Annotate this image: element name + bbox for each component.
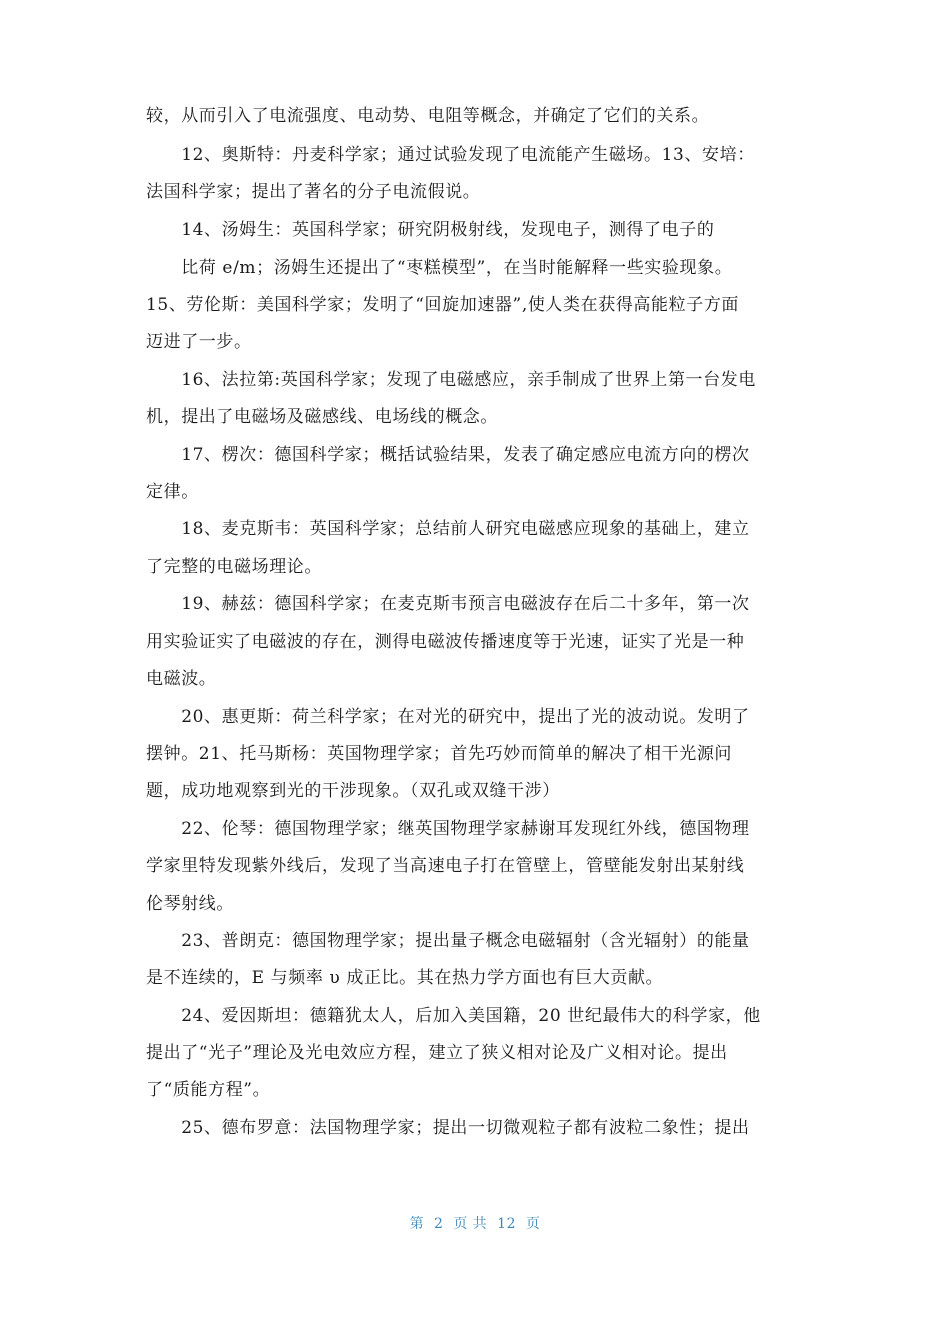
text-line: 14、汤姆生：英国科学家；研究阴极射线，发现电子，测得了电子的	[146, 220, 715, 240]
text-line: 了“质能方程”。	[146, 1080, 271, 1100]
text-line: 12、奥斯特：丹麦科学家；通过试验发现了电流能产生磁场。13、安培：	[146, 145, 755, 165]
text-line: 19、赫兹：德国科学家；在麦克斯韦预言电磁波存在后二十多年，第一次	[146, 594, 750, 614]
text-line: 17、楞次：德国科学家；概括试验结果，发表了确定感应电流方向的楞次	[146, 445, 750, 465]
text-line: 25、德布罗意：法国物理学家；提出一切微观粒子都有波粒二象性；提出	[146, 1118, 750, 1138]
text-line: 电磁波。	[146, 669, 217, 689]
text-line: 15、劳伦斯：美国科学家；发明了“回旋加速器”,使人类在获得高能粒子方面	[146, 295, 740, 315]
text-line: 22、伦琴：德国物理学家；继英国物理学家赫谢耳发现红外线，德国物理	[146, 819, 750, 839]
page-number-footer: 第 2 页 共 12 页	[409, 1216, 541, 1232]
text-line: 了完整的电磁场理论。	[146, 557, 322, 577]
text-line: 23、普朗克：德国物理学家；提出量子概念电磁辐射（含光辐射）的能量	[146, 931, 750, 951]
text-line: 20、惠更斯：荷兰科学家；在对光的研究中，提出了光的波动说。发明了	[146, 707, 750, 727]
text-line: 16、法拉第:英国科学家；发现了电磁感应，亲手制成了世界上第一台发电	[146, 370, 756, 390]
text-line: 比荷 e/m；汤姆生还提出了“枣糕模型”，在当时能解释一些实验现象。	[146, 258, 733, 278]
text-line: 是不连续的，E 与频率 υ 成正比。其在热力学方面也有巨大贡献。	[146, 968, 664, 988]
text-line: 题，成功地观察到光的干涉现象。（双孔或双缝干涉）	[146, 781, 560, 801]
text-line: 法国科学家；提出了著名的分子电流假说。	[146, 182, 481, 202]
text-line: 18、麦克斯韦：英国科学家；总结前人研究电磁感应现象的基础上，建立	[146, 519, 750, 539]
text-line: 定律。	[146, 482, 199, 502]
text-line: 用实验证实了电磁波的存在，测得电磁波传播速度等于光速，证实了光是一种	[146, 632, 745, 652]
text-line: 较，从而引入了电流强度、电动势、电阻等概念，并确定了它们的关系。	[146, 106, 710, 126]
text-line: 学家里特发现紫外线后，发现了当高速电子打在管壁上，管壁能发射出某射线	[146, 856, 745, 876]
text-line: 24、爱因斯坦：德籍犹太人，后加入美国籍，20 世纪最伟大的科学家，他	[146, 1006, 761, 1026]
text-line: 迈进了一步。	[146, 332, 252, 352]
text-line: 伦琴射线。	[146, 894, 234, 914]
text-line: 摆钟。21、托马斯杨：英国物理学家；首先巧妙而简单的解决了相干光源问	[146, 744, 733, 764]
text-line: 提出了“光子”理论及光电效应方程，建立了狭义相对论及广义相对论。提出	[146, 1043, 728, 1063]
text-line: 机，提出了电磁场及磁感线、电场线的概念。	[146, 407, 498, 427]
